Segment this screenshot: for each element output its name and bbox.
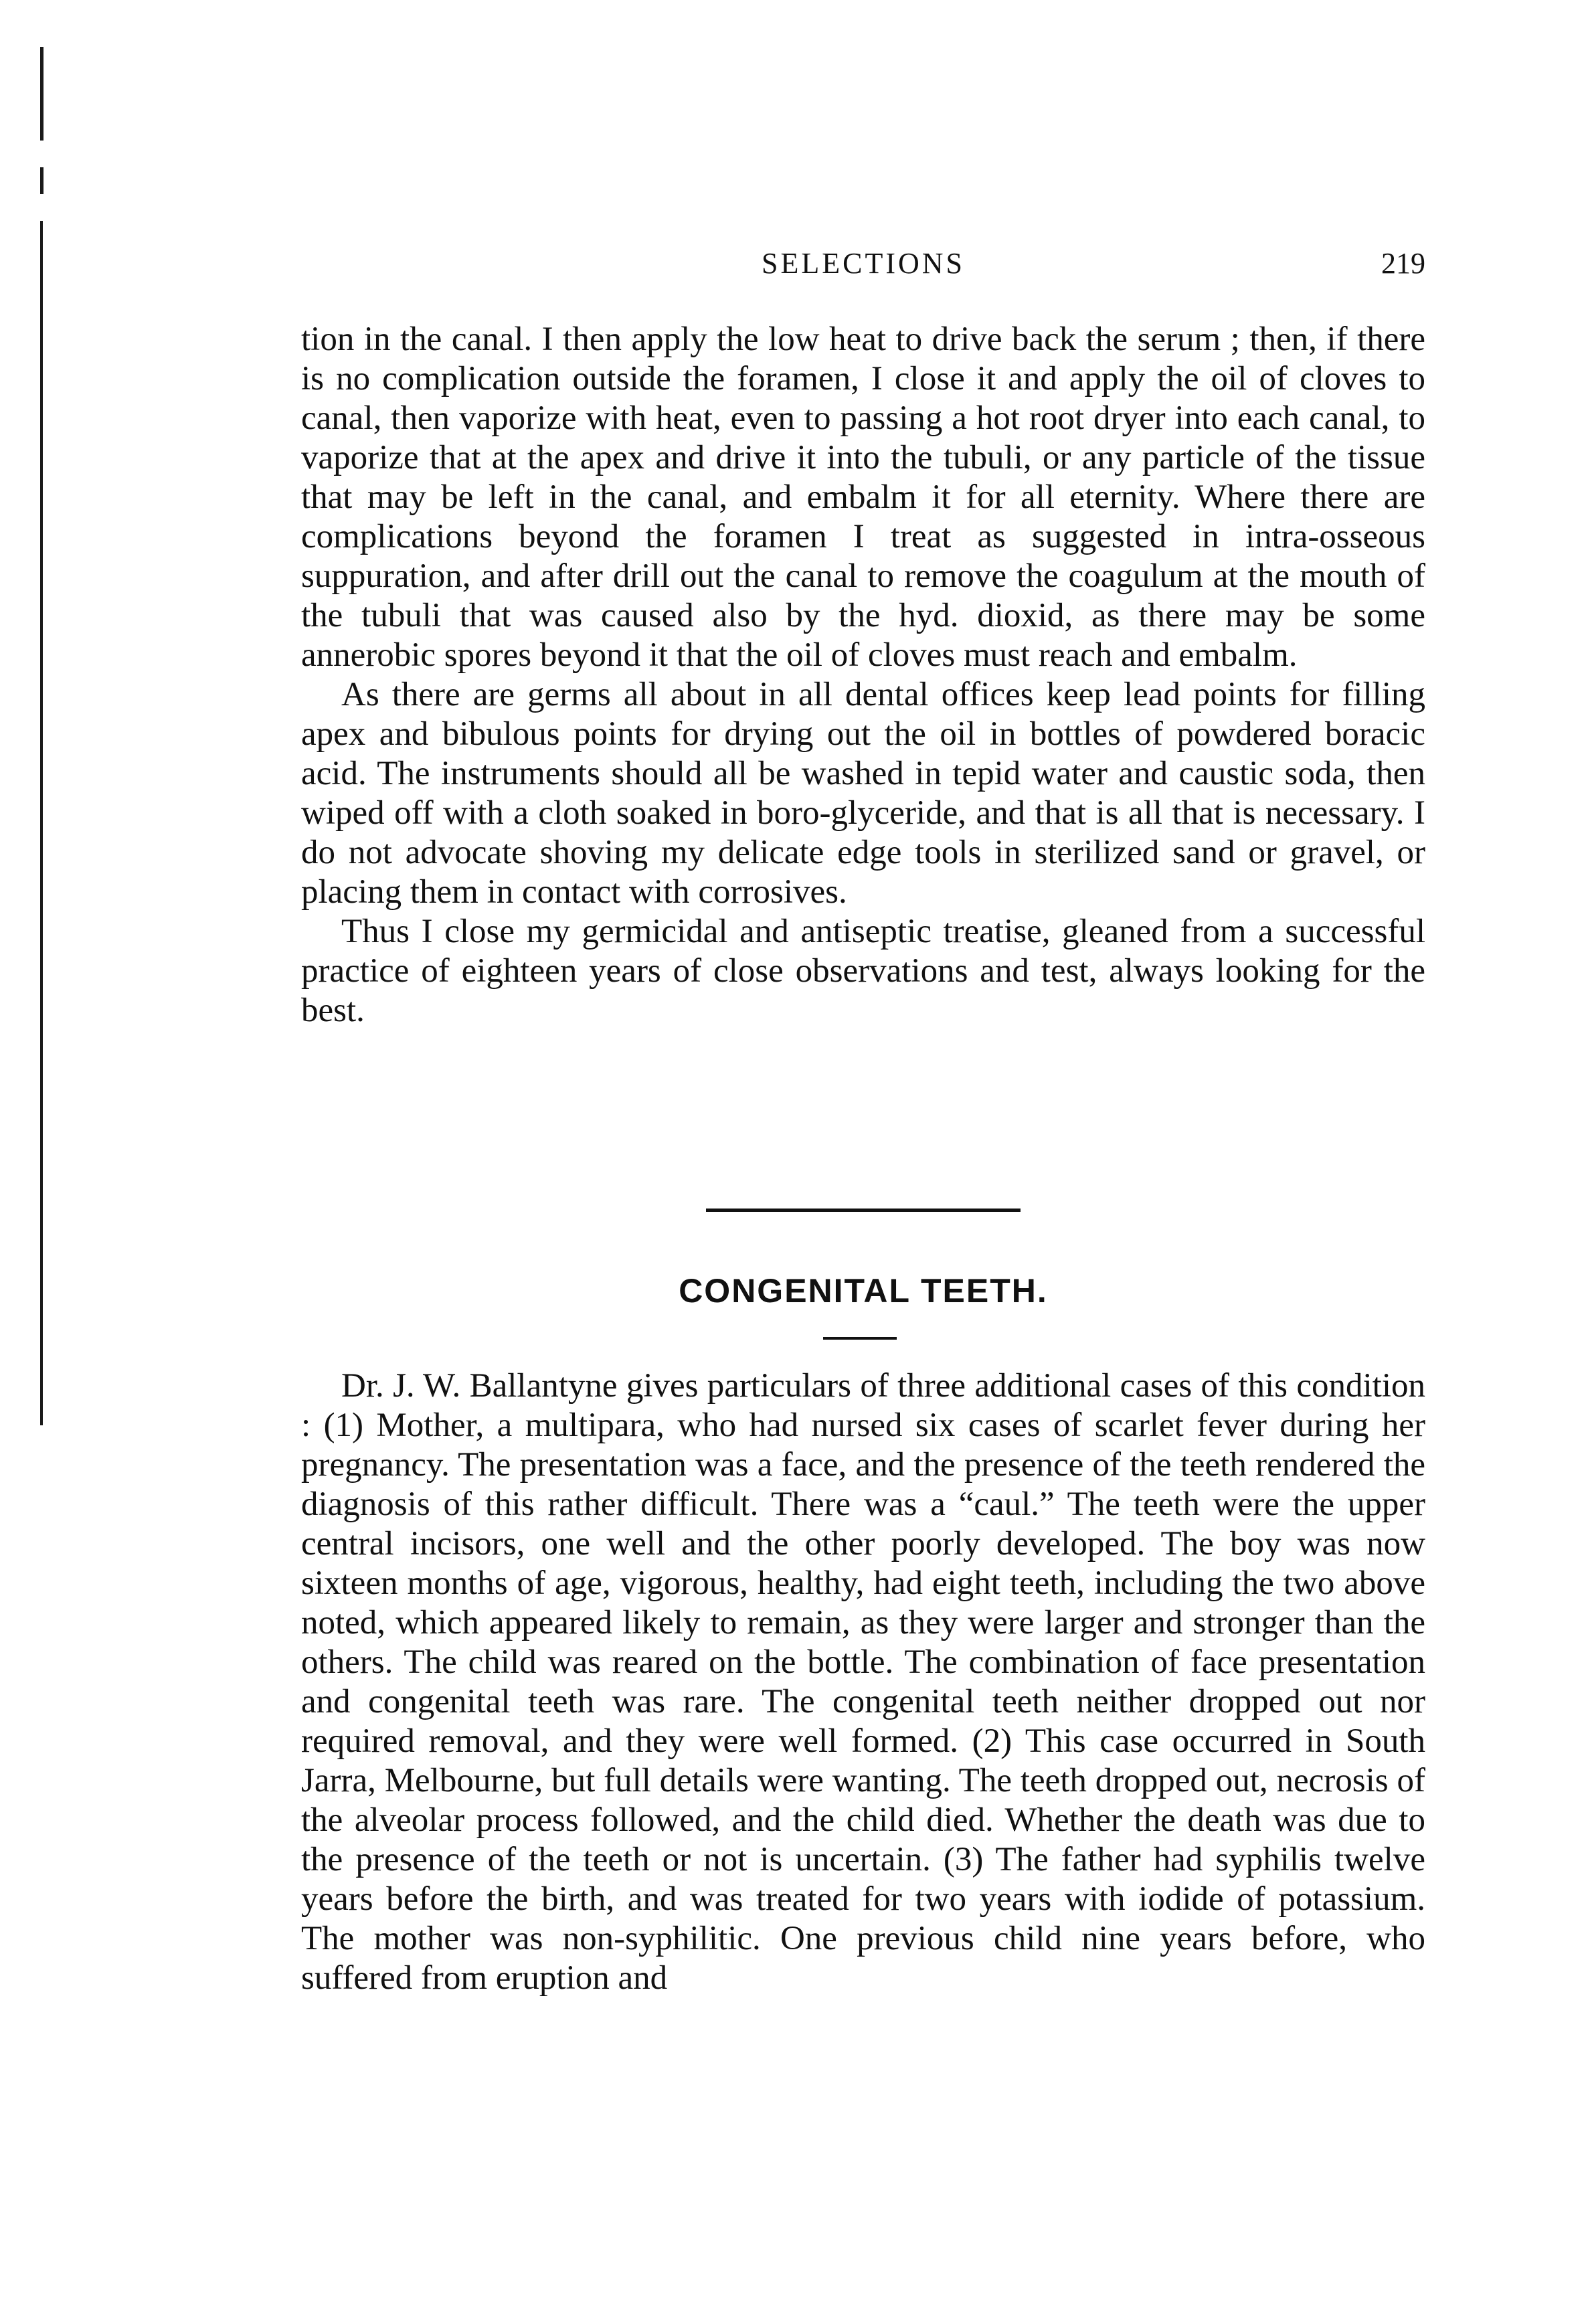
margin-scan-line xyxy=(40,167,43,194)
page-number: 219 xyxy=(1381,247,1425,280)
heading-underline xyxy=(823,1337,897,1340)
margin-scan-line xyxy=(40,47,43,141)
paragraph: Thus I close my germicidal and antiseptic treatise, gleaned from a successful practice of eighteen years of close observations and test, always looking for the best. xyxy=(301,913,1425,1029)
paragraph: tion in the canal. I then apply the low heat to drive back the serum ; then, if there is no complication outside the foramen, I close it and apply the oil of cloves to canal, then vaporize with heat, even to passing a hot root dryer into each canal, to vaporize that at the apex and drive it into the tubuli, or any particle of the tissue that may be left in the canal, and embalm it for all eternity. Where there are complications beyond the foramen I treat as suggested in intra-osseous suppuration, and after drill out the canal to remove the coagulum at the mouth of the tubuli that was caused also by the hyd. dioxid, as there may be some annerobic spores beyond it that the oil of cloves must reach and embalm. xyxy=(301,321,1425,674)
running-head: SELECTIONS xyxy=(762,247,965,280)
paragraph: As there are germs all about in all dental offices keep lead points for filling apex and bibulous points for drying out the oil in bottles of powdered boracic acid. The instruments should all be washed in tepid water and caustic soda, then wiped off with a cloth soaked in boro-glyceride, and that is all that is necessary. I do not advocate shoving my delicate edge tools in sterilized sand or gravel, or placing them in contact with corrosives. xyxy=(301,676,1425,911)
section-divider xyxy=(706,1209,1021,1212)
section-paragraph: Dr. J. W. Ballantyne gives particulars of three additional cases of this condition : (1) Mother, a multipara, who had nursed six cases of scarlet fever during her pregnancy. The presentation was a face, and the presence of the teeth rendered the diagnosis of this rather difficult. There was a “caul.” The teeth were the upper central incisors, one well and the other poorly developed. The boy was now sixteen months of age, vigorous, healthy, had eight teeth, including the two above noted, which appeared likely to remain, as they were larger and stronger than the others. The child was reared on the bottle. The combination of face presentation and congenital teeth was rare. The congenital teeth neither dropped out nor required removal, and they were well formed. (2) This case occurred in South Jarra, Melbourne, but full details were wanting. The teeth dropped out, necrosis of the alveolar process followed, and the child died. Whether the death was due to the presence of the teeth or not is uncertain. (3) The father had syphilis twelve years before the birth, and was treated for two years with iodide of potassium. The mother was non-syphilitic. One previous child nine years before, who suffered from eruption and xyxy=(301,1367,1425,1997)
section-heading: CONGENITAL TEETH. xyxy=(679,1272,1048,1310)
page-header xyxy=(301,246,1425,293)
margin-scan-line xyxy=(40,221,43,1425)
article-continuation xyxy=(301,320,1425,1031)
